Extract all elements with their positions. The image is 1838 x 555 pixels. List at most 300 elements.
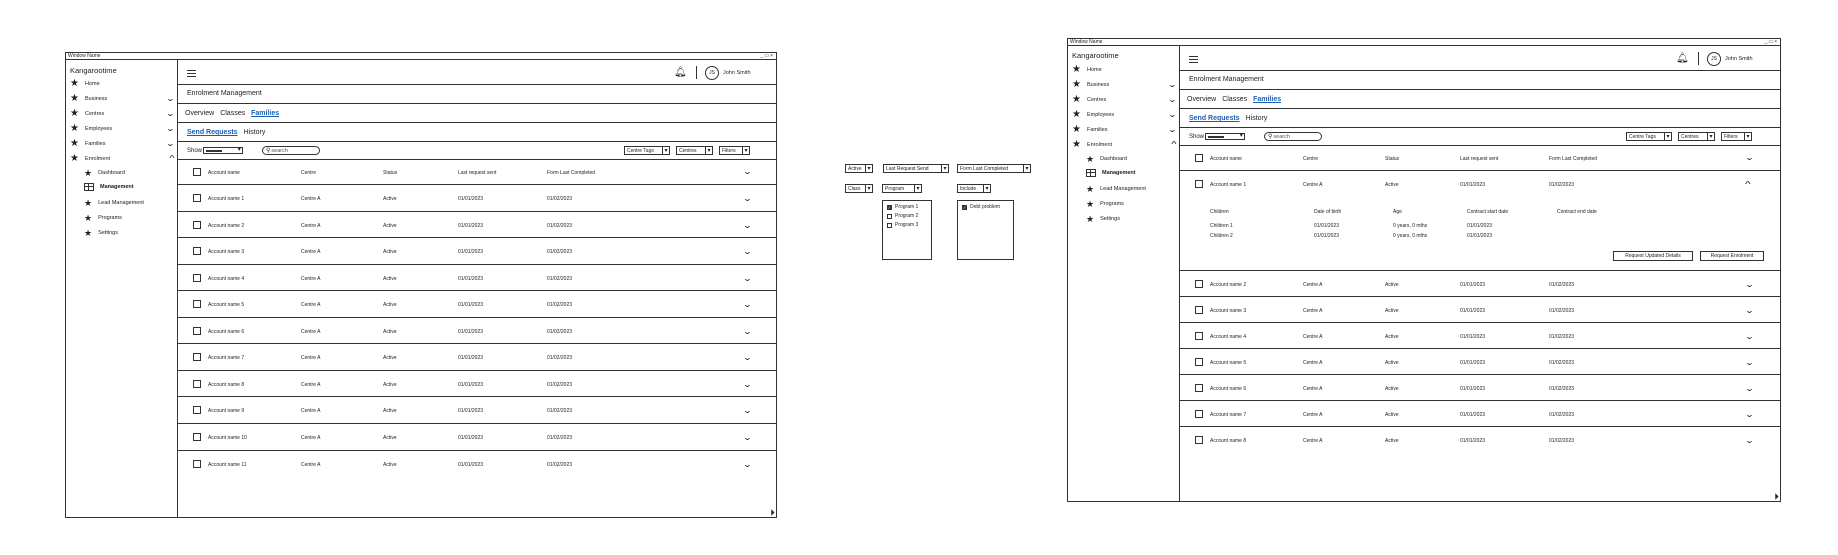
chevron-down-icon: ▾ bbox=[983, 185, 990, 192]
star-icon: ★ bbox=[1072, 79, 1081, 90]
window-controls[interactable]: _▭× bbox=[760, 53, 774, 59]
checkbox-checked[interactable]: ✓ bbox=[887, 204, 892, 210]
table-header bbox=[1180, 145, 1780, 171]
star-icon: ★ bbox=[70, 78, 79, 89]
status: Active bbox=[383, 223, 397, 229]
checkbox[interactable] bbox=[887, 223, 892, 228]
table-row[interactable] bbox=[178, 291, 776, 318]
program-option[interactable]: ✓ Program 1 bbox=[887, 204, 919, 210]
status: Active bbox=[1385, 182, 1399, 188]
chevron-down-icon[interactable]: ⌄ bbox=[742, 353, 753, 362]
chevron-down-icon: ▾ bbox=[662, 147, 669, 154]
column-header: Form Last Completed bbox=[547, 170, 596, 176]
child-name: Children 1 bbox=[1210, 223, 1233, 229]
detail-header: Age bbox=[1393, 209, 1402, 215]
search-icon: ⚲ bbox=[266, 148, 271, 154]
table-row[interactable] bbox=[178, 397, 776, 424]
divider bbox=[1180, 108, 1780, 109]
divider bbox=[178, 84, 776, 85]
search-icon: ⚲ bbox=[1268, 134, 1273, 140]
last-request-sent: 01/01/2023 bbox=[458, 223, 484, 229]
status: Active bbox=[383, 302, 397, 308]
sidebar-item-home[interactable]: ★ Home bbox=[70, 78, 100, 89]
child-contract-start: 01/01/2023 bbox=[1467, 233, 1493, 239]
page-title: Enrolment Management bbox=[187, 90, 262, 97]
checkbox-checked[interactable]: ✓ bbox=[962, 204, 967, 210]
table-row[interactable] bbox=[178, 265, 776, 291]
tab-families[interactable]: Families bbox=[1253, 96, 1282, 103]
form-last-completed-dropdown[interactable]: Form Last Completed ▾ bbox=[957, 164, 1031, 173]
star-icon: ★ bbox=[1072, 64, 1081, 75]
status: Active bbox=[383, 196, 397, 202]
chevron-up-icon: ^ bbox=[1171, 140, 1177, 149]
row-checkbox[interactable] bbox=[1195, 332, 1203, 340]
window-title: Window Name bbox=[1070, 39, 1103, 45]
row-checkbox[interactable] bbox=[193, 327, 201, 335]
table-row[interactable] bbox=[1180, 271, 1780, 297]
account-name: Account name 9 bbox=[208, 408, 245, 414]
status: Active bbox=[1385, 412, 1399, 418]
last-request-sent: 01/01/2023 bbox=[458, 302, 484, 308]
centre: Centre A bbox=[301, 329, 321, 335]
sidebar-item-families[interactable]: ★ Families ⌄ bbox=[1072, 124, 1178, 135]
row-checkbox[interactable] bbox=[193, 300, 201, 308]
star-icon: ★ bbox=[1086, 214, 1095, 224]
sidebar bbox=[66, 60, 178, 517]
row-checkbox[interactable] bbox=[193, 380, 201, 388]
status: Active bbox=[1385, 282, 1399, 288]
sidebar-subitem-dashboard[interactable]: ★ Dashboard bbox=[1086, 154, 1127, 164]
chevron-down-icon[interactable]: ⌄ bbox=[742, 167, 753, 176]
window-titlebar bbox=[1068, 39, 1780, 46]
checkbox[interactable] bbox=[887, 214, 892, 219]
child-name: Children 2 bbox=[1210, 233, 1233, 239]
main-content bbox=[1180, 46, 1780, 501]
program-dropdown[interactable]: Program ▾ bbox=[882, 184, 922, 193]
account-name: Account name 3 bbox=[208, 249, 245, 255]
tab-overview[interactable]: Overview bbox=[1187, 96, 1217, 103]
tab-overview[interactable]: Overview bbox=[185, 110, 215, 117]
divider bbox=[178, 122, 776, 123]
column-header: Status bbox=[383, 170, 398, 176]
include-options-list bbox=[957, 200, 1014, 260]
table-row[interactable] bbox=[1180, 427, 1780, 453]
star-icon: ★ bbox=[1072, 109, 1081, 120]
star-icon: ★ bbox=[70, 123, 79, 134]
subtab-send-requests[interactable]: Send Requests bbox=[187, 129, 238, 136]
sidebar-subitem-programs[interactable]: ★ Programs bbox=[1086, 199, 1124, 209]
centre: Centre A bbox=[301, 408, 321, 414]
chevron-down-icon: ⌄ bbox=[165, 109, 176, 118]
child-age: 0 years, 0 mths bbox=[1393, 233, 1428, 239]
row-checkbox[interactable] bbox=[193, 460, 201, 468]
row-checkbox[interactable] bbox=[1195, 410, 1203, 418]
row-checkbox[interactable] bbox=[1195, 280, 1203, 288]
status: Active bbox=[383, 276, 397, 282]
form-last-completed: 01/02/2023 bbox=[1549, 386, 1575, 392]
chevron-up-icon: ^ bbox=[169, 154, 175, 163]
chevron-up-icon[interactable]: ^ bbox=[1745, 180, 1751, 189]
table-row[interactable] bbox=[178, 451, 776, 478]
sidebar-item-employees[interactable]: ★ Employees ⌄ bbox=[70, 123, 176, 134]
hamburger-menu-icon[interactable] bbox=[1189, 56, 1198, 63]
chevron-down-icon[interactable]: ⌄ bbox=[742, 433, 753, 442]
sidebar-subitem-management[interactable]: Management bbox=[1086, 169, 1136, 177]
window-title: Window Name bbox=[68, 53, 101, 59]
table-row[interactable] bbox=[178, 238, 776, 265]
detail-header: Date of birth bbox=[1314, 209, 1342, 215]
star-icon: ★ bbox=[1072, 124, 1081, 135]
centre: Centre A bbox=[1303, 360, 1323, 366]
program-option[interactable]: Program 3 bbox=[887, 222, 918, 228]
show-selector[interactable]: Show ▾ bbox=[187, 147, 243, 154]
resize-handle-icon[interactable]: ◢ bbox=[1772, 493, 1780, 501]
form-last-completed: 01/02/2023 bbox=[1549, 334, 1575, 340]
form-last-completed: 01/02/2023 bbox=[547, 196, 573, 202]
centre: Centre A bbox=[1303, 438, 1323, 444]
form-last-completed: 01/02/2023 bbox=[547, 276, 573, 282]
form-last-completed: 01/02/2023 bbox=[547, 302, 573, 308]
table-row[interactable] bbox=[178, 185, 776, 212]
divider bbox=[178, 141, 776, 142]
show-selector[interactable]: Show ▾ bbox=[1189, 133, 1245, 140]
centre: Centre A bbox=[301, 382, 321, 388]
avatar[interactable]: JS bbox=[1707, 52, 1721, 66]
show-count-select[interactable] bbox=[203, 147, 243, 154]
tabs bbox=[1187, 96, 1281, 103]
right-window bbox=[1067, 38, 1781, 502]
last-request-sent: 01/01/2023 bbox=[458, 382, 484, 388]
include-dropdown[interactable]: Include ▾ bbox=[957, 184, 991, 193]
form-last-completed: 01/02/2023 bbox=[1549, 360, 1575, 366]
row-checkbox[interactable] bbox=[1195, 358, 1203, 366]
sidebar bbox=[1068, 46, 1180, 501]
form-last-completed: 01/02/2023 bbox=[547, 435, 573, 441]
row-checkbox[interactable] bbox=[193, 194, 201, 202]
sidebar-item-enrolment[interactable]: ★ Enrolment ^ bbox=[1072, 139, 1177, 150]
row-checkbox[interactable] bbox=[1195, 306, 1203, 314]
chevron-down-icon[interactable]: ⌄ bbox=[1744, 306, 1755, 315]
sidebar-item-centres[interactable]: ★ Centres ⌄ bbox=[1072, 94, 1178, 105]
last-request-sent: 01/01/2023 bbox=[1460, 360, 1486, 366]
last-request-sent: 01/01/2023 bbox=[458, 249, 484, 255]
form-last-completed: 01/02/2023 bbox=[1549, 282, 1575, 288]
chevron-down-icon: ▾ bbox=[1744, 133, 1751, 140]
form-last-completed: 01/02/2023 bbox=[547, 462, 573, 468]
sidebar-subitem-lead-management[interactable]: ★ Lead Management bbox=[84, 198, 144, 208]
chevron-down-icon[interactable]: ⌄ bbox=[1744, 410, 1755, 419]
last-request-sent: 01/01/2023 bbox=[458, 276, 484, 282]
chevron-down-icon: ▾ bbox=[1664, 133, 1671, 140]
column-header: Centre bbox=[1303, 156, 1319, 162]
chevron-down-icon[interactable]: ⌄ bbox=[742, 380, 753, 389]
select-all-checkbox[interactable] bbox=[193, 168, 201, 176]
row-checkbox[interactable] bbox=[193, 247, 201, 255]
table-row[interactable] bbox=[1180, 401, 1780, 427]
status: Active bbox=[383, 462, 397, 468]
chevron-down-icon: ⌄ bbox=[1167, 95, 1178, 104]
table-row[interactable] bbox=[178, 212, 776, 238]
avatar[interactable]: JS bbox=[705, 66, 719, 80]
divider bbox=[1180, 127, 1780, 128]
request-updated-details-button[interactable]: Request Updated Details bbox=[1613, 251, 1693, 261]
row-checkbox[interactable] bbox=[193, 221, 201, 229]
tab-families[interactable]: Families bbox=[251, 110, 280, 117]
chevron-down-icon: ▾ bbox=[914, 185, 921, 192]
divider bbox=[1180, 89, 1780, 90]
row-checkbox[interactable] bbox=[193, 433, 201, 441]
sidebar-subitem-dashboard[interactable]: ★ Dashboard bbox=[84, 168, 125, 178]
account-name: Account name 8 bbox=[208, 382, 245, 388]
chevron-down-icon[interactable]: ⌄ bbox=[1744, 280, 1755, 289]
last-request-sent: 01/01/2023 bbox=[1460, 386, 1486, 392]
chevron-down-icon: ▾ bbox=[941, 165, 948, 172]
child-dob: 01/01/2023 bbox=[1314, 223, 1340, 229]
centre: Centre A bbox=[1303, 182, 1323, 188]
star-icon: ★ bbox=[1086, 154, 1095, 164]
window-controls[interactable]: _▭× bbox=[1764, 39, 1778, 45]
sidebar-item-business[interactable]: ★ Business ⌄ bbox=[1072, 79, 1178, 90]
account-name: Account name 2 bbox=[1210, 282, 1247, 288]
star-icon: ★ bbox=[1086, 199, 1095, 209]
account-name: Account name 1 bbox=[208, 196, 245, 202]
chevron-down-icon: ⌄ bbox=[1167, 80, 1178, 89]
last-request-sent: 01/01/2023 bbox=[1460, 412, 1486, 418]
sidebar-item-employees[interactable]: ★ Employees ⌄ bbox=[1072, 109, 1178, 120]
last-request-sent: 01/01/2023 bbox=[458, 408, 484, 414]
brand-logo: Kangarootime bbox=[1072, 51, 1119, 60]
program-options-list bbox=[882, 200, 932, 260]
table-header bbox=[178, 159, 776, 185]
table-row-expanded[interactable] bbox=[1180, 171, 1780, 271]
account-name: Account name 7 bbox=[1210, 412, 1247, 418]
row-checkbox[interactable] bbox=[1195, 436, 1203, 444]
status: Active bbox=[383, 329, 397, 335]
chevron-down-icon[interactable]: ⌄ bbox=[742, 247, 753, 256]
chevron-down-icon[interactable]: ⌄ bbox=[1744, 332, 1755, 341]
chevron-down-icon: ▾ bbox=[1707, 133, 1714, 140]
window-titlebar bbox=[66, 53, 776, 60]
page-title: Enrolment Management bbox=[1189, 76, 1264, 83]
sidebar-item-home[interactable]: ★ Home bbox=[1072, 64, 1102, 75]
centres-dropdown[interactable]: Centres ▾ bbox=[676, 146, 713, 155]
column-header: Account name bbox=[1210, 156, 1242, 162]
account-name: Account name 5 bbox=[208, 302, 245, 308]
row-checkbox[interactable] bbox=[193, 406, 201, 414]
sidebar-subitem-management[interactable]: Management bbox=[84, 183, 134, 191]
column-header: Status bbox=[1385, 156, 1400, 162]
centre: Centre A bbox=[301, 223, 321, 229]
account-name: Account name 10 bbox=[208, 435, 247, 441]
form-last-completed: 01/02/2023 bbox=[547, 223, 573, 229]
chevron-down-icon: ▾ bbox=[1023, 165, 1030, 172]
sidebar-subitem-lead-management[interactable]: ★ Lead Management bbox=[1086, 184, 1146, 194]
form-last-completed: 01/02/2023 bbox=[1549, 308, 1575, 314]
table-row[interactable] bbox=[178, 318, 776, 344]
chevron-down-icon[interactable]: ⌄ bbox=[742, 194, 753, 203]
chevron-down-icon: ⌄ bbox=[165, 139, 176, 148]
table-row[interactable] bbox=[178, 424, 776, 451]
last-request-sent: 01/01/2023 bbox=[458, 435, 484, 441]
detail-header: Contract end date bbox=[1557, 209, 1597, 215]
account-name: Account name 4 bbox=[208, 276, 245, 282]
subtab-history[interactable]: History bbox=[243, 129, 266, 136]
show-count-select[interactable] bbox=[1205, 133, 1245, 140]
last-request-sent: 01/01/2023 bbox=[458, 196, 484, 202]
centre: Centre A bbox=[1303, 386, 1323, 392]
chevron-down-icon[interactable]: ⌄ bbox=[742, 300, 753, 309]
centre: Centre A bbox=[1303, 282, 1323, 288]
form-last-completed: 01/02/2023 bbox=[1549, 438, 1575, 444]
sidebar-subitem-programs[interactable]: ★ Programs bbox=[84, 213, 122, 223]
bell-icon[interactable]: 🔔︎ bbox=[674, 67, 687, 78]
include-option[interactable]: ✓ Debt problem bbox=[962, 204, 1001, 210]
star-icon: ★ bbox=[84, 213, 93, 223]
star-icon: ★ bbox=[70, 138, 79, 149]
table-row[interactable] bbox=[1180, 375, 1780, 401]
centre-tags-dropdown[interactable]: Centre Tags ▾ bbox=[1626, 132, 1672, 141]
sidebar-item-enrolment[interactable]: ★ Enrolment ^ bbox=[70, 153, 175, 164]
form-last-completed: 01/02/2023 bbox=[547, 329, 573, 335]
tab-classes[interactable]: Classes bbox=[1222, 96, 1248, 103]
chevron-down-icon: ▾ bbox=[865, 185, 872, 192]
chevron-down-icon[interactable]: ⌄ bbox=[1744, 358, 1755, 367]
form-last-completed: 01/02/2023 bbox=[547, 408, 573, 414]
chevron-down-icon: ⌄ bbox=[1167, 110, 1178, 119]
chevron-down-icon: ▾ bbox=[705, 147, 712, 154]
header-divider bbox=[696, 66, 697, 79]
user-name: John Smith bbox=[723, 70, 751, 76]
filters-dropdown[interactable]: Filters ▾ bbox=[719, 146, 750, 155]
status: Active bbox=[1385, 386, 1399, 392]
sidebar-item-centres[interactable]: ★ Centres ⌄ bbox=[70, 108, 176, 119]
centre: Centre A bbox=[301, 302, 321, 308]
table-row[interactable] bbox=[178, 371, 776, 397]
table-row[interactable] bbox=[1180, 349, 1780, 375]
status: Active bbox=[383, 408, 397, 414]
chevron-down-icon: ⌄ bbox=[1167, 125, 1178, 134]
filters-dropdown[interactable]: Filters ▾ bbox=[1721, 132, 1752, 141]
row-checkbox[interactable] bbox=[193, 353, 201, 361]
status: Active bbox=[383, 249, 397, 255]
centre: Centre A bbox=[301, 355, 321, 361]
chevron-down-icon[interactable]: ⌄ bbox=[742, 274, 753, 283]
table-row[interactable] bbox=[1180, 297, 1780, 323]
chevron-down-icon: ▾ bbox=[742, 147, 749, 154]
child-contract-start: 01/01/2023 bbox=[1467, 223, 1493, 229]
chevron-down-icon[interactable]: ⌄ bbox=[1744, 384, 1755, 393]
table-icon bbox=[1086, 169, 1096, 177]
table-row[interactable] bbox=[1180, 323, 1780, 349]
chevron-down-icon[interactable]: ⌄ bbox=[742, 327, 753, 336]
sidebar-item-business[interactable]: ★ Business ⌄ bbox=[70, 93, 176, 104]
centre: Centre A bbox=[301, 276, 321, 282]
chevron-down-icon[interactable]: ⌄ bbox=[1744, 153, 1755, 162]
status: Active bbox=[1385, 308, 1399, 314]
last-request-sent: 01/01/2023 bbox=[458, 355, 484, 361]
star-icon: ★ bbox=[84, 228, 93, 238]
chevron-down-icon: ⌄ bbox=[165, 94, 176, 103]
centre: Centre A bbox=[301, 462, 321, 468]
column-header: Last request sent bbox=[1460, 156, 1499, 162]
child-age: 0 years, 0 mths bbox=[1393, 223, 1428, 229]
status: Active bbox=[1385, 438, 1399, 444]
form-last-completed: 01/02/2023 bbox=[1549, 182, 1575, 188]
row-checkbox[interactable] bbox=[1195, 384, 1203, 392]
sidebar-item-families[interactable]: ★ Families ⌄ bbox=[70, 138, 176, 149]
chevron-down-icon[interactable]: ⌄ bbox=[742, 406, 753, 415]
star-icon: ★ bbox=[70, 93, 79, 104]
resize-handle-icon[interactable]: ◢ bbox=[768, 509, 776, 517]
tabs bbox=[185, 110, 279, 117]
row-checkbox[interactable] bbox=[1195, 180, 1203, 188]
account-name: Account name 3 bbox=[1210, 308, 1247, 314]
sidebar-subitem-settings[interactable]: ★ Settings bbox=[1086, 214, 1120, 224]
centres-dropdown[interactable]: Centres ▾ bbox=[1678, 132, 1715, 141]
hamburger-menu-icon[interactable] bbox=[187, 70, 196, 77]
search-input[interactable]: ⚲ search bbox=[1264, 132, 1322, 141]
table-icon bbox=[84, 183, 94, 191]
star-icon: ★ bbox=[84, 168, 93, 178]
form-last-completed: 01/02/2023 bbox=[547, 249, 573, 255]
request-enrolment-button[interactable]: Request Enrolment bbox=[1700, 251, 1764, 261]
form-last-completed: 01/02/2023 bbox=[1549, 412, 1575, 418]
chevron-down-icon[interactable]: ⌄ bbox=[742, 221, 753, 230]
bell-icon[interactable]: 🔔︎ bbox=[1676, 53, 1689, 64]
centre: Centre A bbox=[1303, 412, 1323, 418]
last-request-sent: 01/01/2023 bbox=[1460, 334, 1486, 340]
status-dropdown[interactable]: Active ▾ bbox=[845, 164, 873, 173]
subtab-history[interactable]: History bbox=[1245, 115, 1268, 122]
account-name: Account name 2 bbox=[208, 223, 245, 229]
account-name: Account name 6 bbox=[208, 329, 245, 335]
column-header: Centre bbox=[301, 170, 317, 176]
program-option[interactable]: Program 2 bbox=[887, 213, 918, 219]
centre: Centre A bbox=[301, 249, 321, 255]
form-last-completed: 01/02/2023 bbox=[547, 355, 573, 361]
row-checkbox[interactable] bbox=[193, 274, 201, 282]
brand-logo: Kangarootime bbox=[70, 66, 117, 75]
last-request-sent: 01/01/2023 bbox=[1460, 282, 1486, 288]
class-dropdown[interactable]: Class ▾ bbox=[845, 184, 873, 193]
centre: Centre A bbox=[1303, 334, 1323, 340]
left-window bbox=[65, 52, 777, 518]
column-header: Account name bbox=[208, 170, 240, 176]
table-row[interactable] bbox=[178, 344, 776, 371]
detail-header: Children bbox=[1210, 209, 1229, 215]
sidebar-subitem-settings[interactable]: ★ Settings bbox=[84, 228, 118, 238]
last-request-sent: 01/01/2023 bbox=[1460, 438, 1486, 444]
account-name: Account name 8 bbox=[1210, 438, 1247, 444]
account-name: Account name 1 bbox=[1210, 182, 1247, 188]
select-all-checkbox[interactable] bbox=[1195, 154, 1203, 162]
form-last-completed: 01/02/2023 bbox=[547, 382, 573, 388]
subtabs bbox=[1189, 115, 1267, 122]
chevron-down-icon[interactable]: ⌄ bbox=[742, 460, 753, 469]
centre-tags-dropdown[interactable]: Centre Tags ▾ bbox=[624, 146, 670, 155]
last-request-send-dropdown[interactable]: Last Request Send ▾ bbox=[883, 164, 949, 173]
star-icon: ★ bbox=[70, 108, 79, 119]
status: Active bbox=[383, 382, 397, 388]
subtab-send-requests[interactable]: Send Requests bbox=[1189, 115, 1240, 122]
child-dob: 01/01/2023 bbox=[1314, 233, 1340, 239]
detail-header: Contract start date bbox=[1467, 209, 1509, 215]
tab-classes[interactable]: Classes bbox=[220, 110, 246, 117]
column-header: Form Last Completed bbox=[1549, 156, 1598, 162]
search-input[interactable]: ⚲ search bbox=[262, 146, 320, 155]
last-request-sent: 01/01/2023 bbox=[1460, 182, 1486, 188]
chevron-down-icon[interactable]: ⌄ bbox=[1744, 436, 1755, 445]
